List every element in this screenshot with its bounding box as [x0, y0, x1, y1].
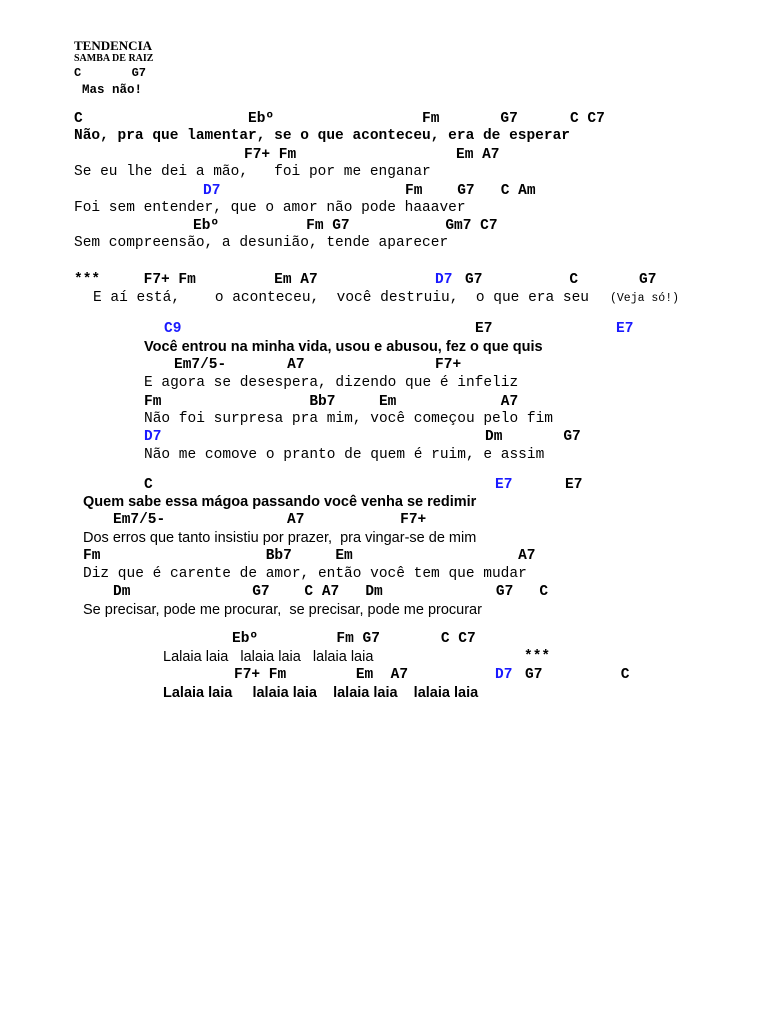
chorus2-chords-3	[0, 548, 768, 566]
chorus1-chords-3	[0, 394, 768, 412]
stars-marker: ***	[524, 649, 551, 665]
lyric-line: Lalaia laia lalaia laia lalaia laia lalaia laia	[163, 685, 479, 701]
chorus1-lyric-1	[0, 339, 768, 357]
chord-blue: D7	[144, 429, 162, 445]
chorus1-lyric-2	[0, 375, 768, 393]
lyric-line: E aí está, o aconteceu, você destruiu, o que era seu	[93, 290, 589, 306]
chorus2-chords-1	[0, 477, 768, 495]
chord-line: Em7/5- A7 F7+	[113, 512, 427, 528]
intro-chords: C G7	[74, 66, 147, 80]
ending-lyric-2	[0, 685, 768, 703]
lyric-line: Não me comove o pranto de quem é ruim, e assim	[144, 447, 545, 463]
lyric-line: Se precisar, pode me procurar, se precisar, pode me procurar	[83, 602, 482, 618]
intro-text: Mas não!	[82, 83, 143, 97]
chorus2-lyric-4	[0, 602, 768, 620]
verse2-lyric-1	[0, 290, 768, 308]
verse2-chords-1	[0, 272, 768, 290]
chord-blue: E7	[616, 321, 634, 337]
lyric-line: Foi sem entender, que o amor não pode haaaver	[74, 200, 466, 216]
aside-text: (Veja só!)	[610, 292, 680, 305]
verse1-lyric-2	[0, 164, 768, 182]
verse1-chords-2	[0, 147, 768, 165]
lyric-line: Quem sabe essa mágoa passando você venha se redimir	[83, 494, 477, 510]
song-title: TENDENCIA	[74, 38, 153, 53]
chord-line: *** F7+ Fm Em A7	[74, 272, 318, 288]
chord-blue: D7	[203, 183, 221, 199]
chord-line: Ebº Fm G7 Gm7 C7	[193, 218, 498, 234]
intro-chords-line	[0, 66, 768, 84]
chorus2-chords-2	[0, 512, 768, 530]
lyric-line: Não foi surpresa pra mim, você começou pelo fim	[144, 411, 553, 427]
chord-line: Em7/5- A7 F7+	[174, 357, 462, 373]
intro-text-line	[0, 83, 768, 101]
chord-line: E7	[475, 321, 493, 337]
lyric-line: Lalaia laia lalaia laia lalaia laia	[163, 649, 374, 665]
chord-line: G7 C G7	[465, 272, 657, 288]
chorus2-lyric-3	[0, 566, 768, 584]
chord-line: Fm Bb7 Em A7	[144, 394, 519, 410]
verse1-lyric-1	[0, 128, 768, 146]
ending-chords-2	[0, 667, 768, 685]
chorus1-lyric-4	[0, 447, 768, 465]
chord-line: G7 C	[525, 667, 630, 683]
chord-line: Ebº Fm G7 C C7	[232, 631, 476, 647]
chord-line: Fm Bb7 Em A7	[83, 548, 536, 564]
lyric-line: Sem compreensão, a desunião, tende aparecer	[74, 235, 449, 251]
chord-line: Dm G7 C A7 Dm G7 C	[113, 584, 549, 600]
lyric-line: Dos erros que tanto insistiu por prazer, pra vingar-se de mim	[83, 530, 477, 546]
chorus1-chords-1	[0, 321, 768, 339]
lyric-line: E agora se desespera, dizendo que é infeliz	[144, 375, 519, 391]
chorus1-lyric-3	[0, 411, 768, 429]
lyric-line: Se eu lhe dei a mão, foi por me enganar	[74, 164, 431, 180]
chord-line: Fm G7 C Am	[405, 183, 536, 199]
chord-blue: D7	[435, 272, 453, 288]
chorus2-lyric-2	[0, 530, 768, 548]
chord-line: F7+ Fm	[244, 147, 297, 163]
chord-blue: C9	[164, 321, 182, 337]
lyric-line: Você entrou na minha vida, usou e abusou, fez o que quis	[144, 339, 543, 355]
verse1-chords-3	[0, 183, 768, 201]
lyric-line: Diz que é carente de amor, então você tem que mudar	[83, 566, 527, 582]
chorus1-chords-2	[0, 357, 768, 375]
chord-line: C	[144, 477, 153, 493]
verse1-chords-1	[0, 111, 768, 129]
chord-line: Dm G7	[485, 429, 581, 445]
verse1-lyric-3	[0, 200, 768, 218]
chord-line: E7	[565, 477, 583, 493]
chord-line: F7+ Fm Em A7	[234, 667, 409, 683]
verse1-chords-4	[0, 218, 768, 236]
chorus2-chords-4	[0, 584, 768, 602]
chorus1-chords-4	[0, 429, 768, 447]
chorus2-lyric-1	[0, 494, 768, 512]
ending-chords-1	[0, 631, 768, 649]
chord-line: C Ebº Fm G7 C C7	[74, 111, 605, 127]
chord-blue: D7	[495, 667, 513, 683]
lyric-line: Não, pra que lamentar, se o que aconteceu, era de esperar	[74, 128, 570, 144]
chord-line: Em A7	[456, 147, 500, 163]
song-subtitle: SAMBA DE RAIZ	[74, 53, 154, 64]
chord-blue: E7	[495, 477, 513, 493]
ending-lyric-1	[0, 649, 768, 667]
verse1-lyric-4	[0, 235, 768, 253]
